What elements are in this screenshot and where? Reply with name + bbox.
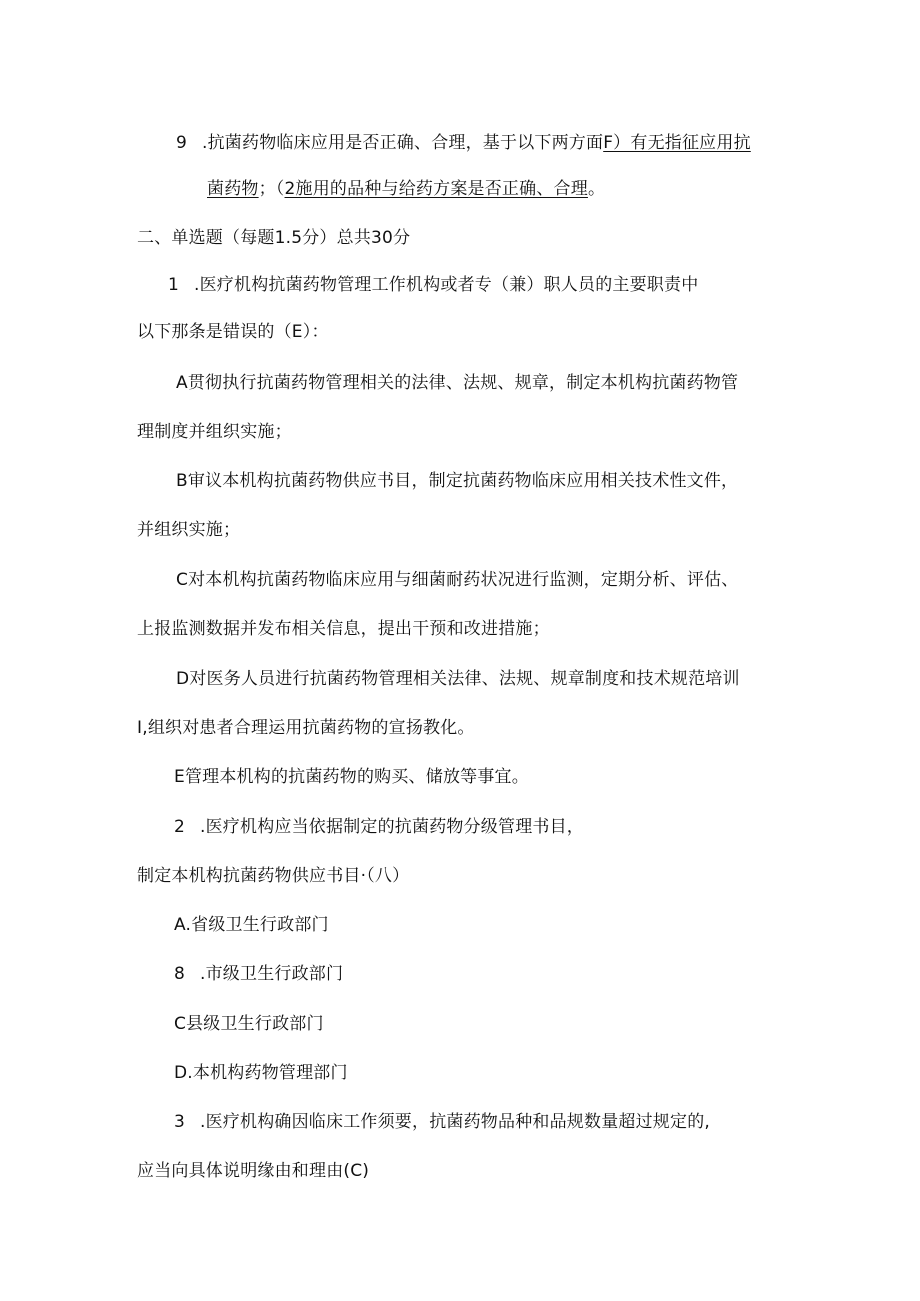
q9-line2-underlined-a: 菌药物 — [207, 179, 259, 199]
q2-line-1 — [174, 816, 584, 838]
q9-line2-underlined-b: 2施用的品种与给药方案是否正确、合理 — [284, 179, 588, 199]
q9-line2-end: 。 — [587, 179, 606, 199]
q2-line-2: 制定本机构抗菌药物供应书目·（八） — [137, 866, 410, 886]
q1-line-2: 以下那条是错误的（E）： — [137, 322, 329, 342]
q1-text: .医疗机构抗菌药物管理工作机构或者专（兼）职人员的主要职责中 — [194, 275, 699, 295]
q3-text: .医疗机构确因临床工作须要，抗菌药物品种和品规数量超过规定的, — [200, 1112, 711, 1132]
q1-option-c-line-1: C对本机构抗菌药物临床应用与细菌耐药状况进行监测，定期分析、评估、 — [176, 570, 739, 590]
q1-line-1 — [168, 274, 698, 296]
q9-line-2 — [207, 178, 605, 200]
q1-option-b-line-1: B审议本机构抗菌药物供应书目，制定抗菌药物临床应用相关技术性文件， — [176, 471, 739, 491]
q9-line-1 — [176, 132, 751, 154]
q9-text: .抗菌药物临床应用是否正确、合理，基于以下两方面 — [202, 133, 604, 153]
q9-number: 9 — [176, 133, 188, 153]
q3-number: 3 — [174, 1112, 186, 1132]
q2-option-a: A.省级卫生行政部门 — [174, 915, 329, 935]
q1-option-a-line-1: A贯彻执行抗菌药物管理相关的法律、法规、规章，制定本机构抗菌药物管 — [176, 373, 739, 393]
q1-option-d-line-2: I,组织对患者合理运用抗菌药物的宣扬教化。 — [137, 718, 475, 738]
q1-option-c-line-2: 上报监测数据并发布相关信息，提出干预和改进措施； — [137, 619, 550, 639]
q2-option-b — [174, 963, 343, 985]
q2-text: .医疗机构应当依据制定的抗菌药物分级管理书目， — [200, 817, 585, 837]
q3-line-2: 应当向具体说明缘由和理由(C) — [137, 1161, 370, 1181]
q3-line-1 — [174, 1111, 710, 1133]
q1-number: 1 — [168, 275, 180, 295]
q9-line2-mid: ；（ — [258, 179, 285, 199]
q2-option-b-text: .市级卫生行政部门 — [200, 964, 344, 984]
q1-option-d-line-1: D对医务人员进行抗菌药物管理相关法律、法规、规章制度和技术规范培训 — [176, 669, 740, 689]
section-2-heading: 二、单选题（每题1.5分）总共30分 — [137, 228, 411, 248]
q1-option-e: E管理本机构的抗菌药物的购买、储放等事宜。 — [174, 767, 529, 787]
q2-option-b-number: 8 — [174, 964, 186, 984]
q1-option-a-line-2: 理制度并组织实施； — [137, 422, 292, 442]
q2-number: 2 — [174, 817, 186, 837]
q2-option-d: D.本机构药物管理部门 — [174, 1063, 348, 1083]
q2-option-c: C县级卫生行政部门 — [174, 1014, 324, 1034]
q1-option-b-line-2: 并组织实施； — [137, 520, 241, 540]
q9-text-underlined: F）有无指征应用抗 — [603, 133, 751, 153]
